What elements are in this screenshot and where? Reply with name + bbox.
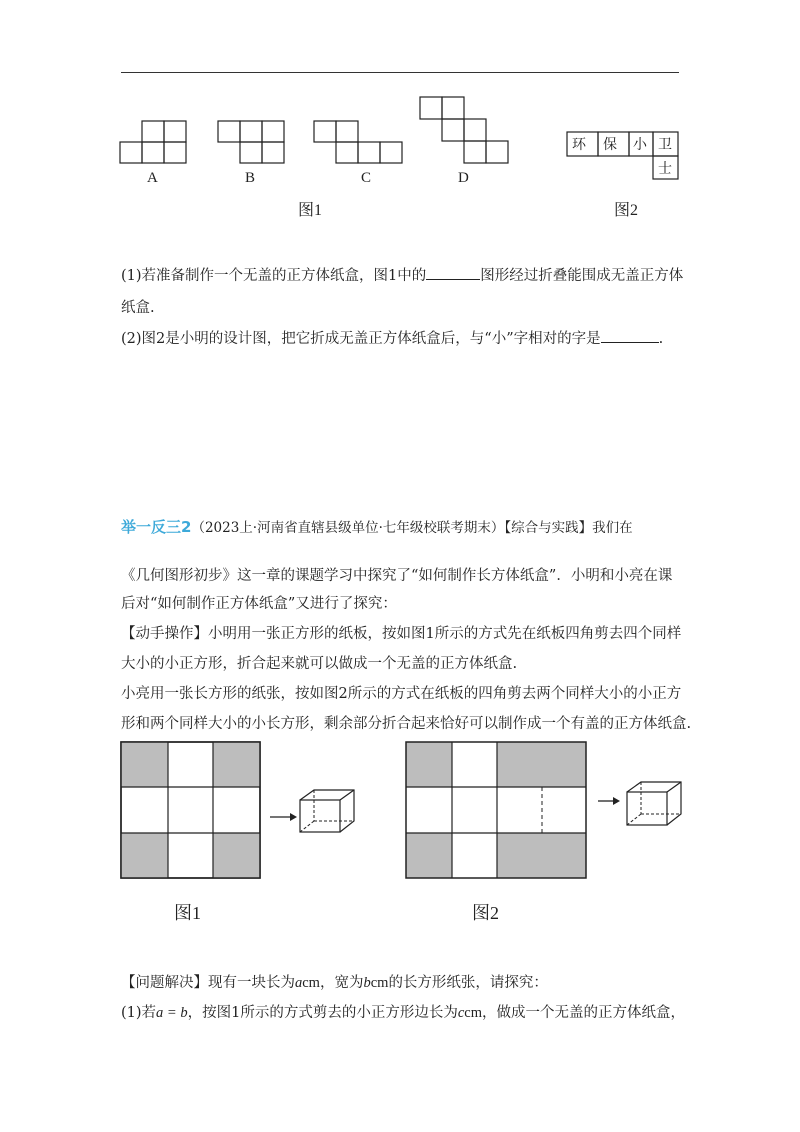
cell-xiao: 小 [633, 138, 647, 153]
cell-huan: 环 [572, 138, 586, 153]
fig1-caption: 图1 [298, 202, 323, 219]
label-a: A [147, 170, 158, 186]
problem-header: 举一反三2（2023上·河南省直辖县级单位·七年级校联考期末）【综合与实践】我们在 [121, 518, 633, 536]
bottom-fig1-caption: 图1 [174, 903, 201, 923]
label-c: C [361, 170, 372, 186]
q1-line1: (1)若准备制作一个无盖的正方体纸盒，图1中的 图形经过折叠能围成无盖正方体 [121, 265, 683, 286]
cell-bao: 保 [603, 138, 617, 153]
bottom-fig2 [406, 742, 681, 878]
problem-line5: 大小的小正方形，折合起来就可以做成一个无盖的正方体纸盒. [121, 656, 518, 672]
problem-line4: 【动手操作】小明用一张正方形的纸板，按如图1所示的方式先在纸板四角剪去四个同样 [121, 626, 682, 642]
bottom-fig1 [121, 742, 354, 878]
label-d: D [458, 170, 469, 186]
label-b: B [245, 170, 256, 186]
problem-line7: 形和两个同样大小的小长方形，剩余部分折合起来恰好可以制作成一个有盖的正方体纸盒. [121, 716, 692, 732]
tag-label: 举一反三 [121, 518, 182, 536]
q2-line: (2)图2是小明的设计图，把它折成无盖正方体纸盒后，与“小”字相对的字是 . [121, 328, 663, 349]
problem-line6: 小亮用一张长方形的纸张，按如图2所示的方式在纸板的四角剪去两个同样大小的小正方 [121, 686, 682, 702]
question-line2: (1)若a = b，按图1所示的方式剪去的小正方形边长为ccm，做成一个无盖的正方体纸盒， [121, 1005, 685, 1021]
fig2-caption: 图2 [614, 202, 639, 219]
problem-line3: 后对“如何制作正方体纸盒”又进行了探究： [121, 596, 397, 612]
question-line1: 【问题解决】现有一块长为acm，宽为bcm的长方形纸张，请探究： [121, 975, 548, 991]
cell-shi: 士 [658, 162, 672, 177]
bottom-fig2-caption: 图2 [472, 903, 499, 923]
q1-line2: 纸盒. [121, 300, 155, 316]
problem-line2: 《几何图形初步》这一章的课题学习中探究了“如何制作长方体纸盒”．小明和小亮在课 [121, 568, 673, 584]
cell-wei: 卫 [658, 138, 672, 153]
